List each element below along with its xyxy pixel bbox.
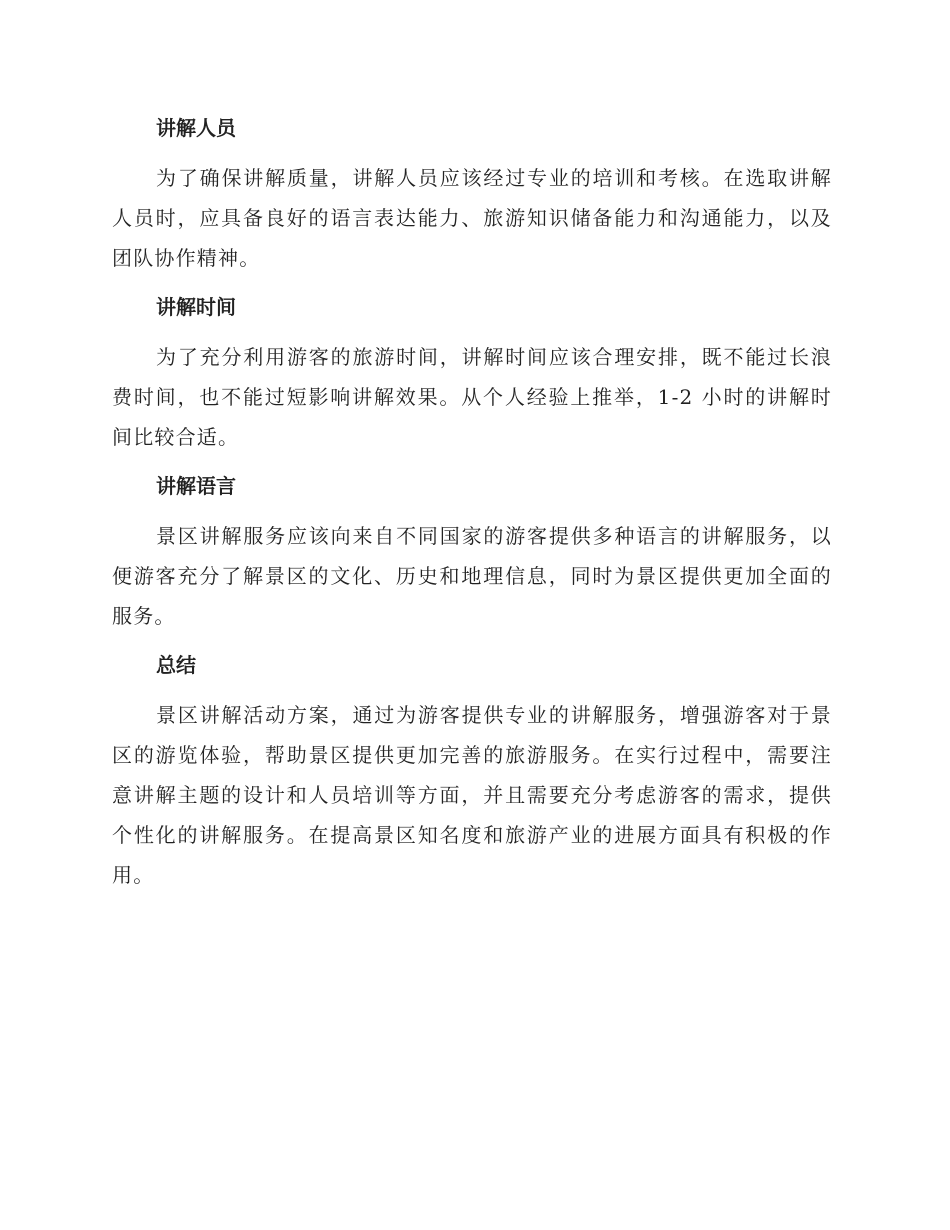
section-paragraph: 景区讲解活动方案，通过为游客提供专业的讲解服务，增强游客对于景区的游览体验，帮助景区提供更加完善的旅游服务。在实行过程中，需要注意讲解主题的设计和人员培训等方面，并且需要充分考虑游客的需求，提供个性化的讲解服务。在提高景区知名度和旅游产业的进展方面具有积极的作用。 bbox=[112, 703, 832, 887]
section-summary bbox=[112, 645, 832, 895]
section-heading: 讲解时间 bbox=[156, 295, 236, 319]
section-heading: 总结 bbox=[156, 653, 196, 677]
section-guide-language bbox=[112, 466, 832, 636]
section-guide-time bbox=[112, 287, 832, 457]
section-heading: 讲解人员 bbox=[156, 116, 236, 140]
section-paragraph: 为了充分利用游客的旅游时间，讲解时间应该合理安排，既不能过长浪费时间，也不能过短影响讲解效果。从个人经验上推举，1-2 小时的讲解时间比较合适。 bbox=[112, 345, 832, 449]
section-guide-staff bbox=[112, 108, 832, 278]
section-paragraph: 为了确保讲解质量，讲解人员应该经过专业的培训和考核。在选取讲解人员时，应具备良好的语言表达能力、旅游知识储备能力和沟通能力，以及团队协作精神。 bbox=[112, 166, 832, 270]
section-heading: 讲解语言 bbox=[156, 474, 236, 498]
section-paragraph: 景区讲解服务应该向来自不同国家的游客提供多种语言的讲解服务，以便游客充分了解景区的文化、历史和地理信息，同时为景区提供更加全面的服务。 bbox=[112, 524, 832, 628]
document-page bbox=[112, 108, 832, 904]
